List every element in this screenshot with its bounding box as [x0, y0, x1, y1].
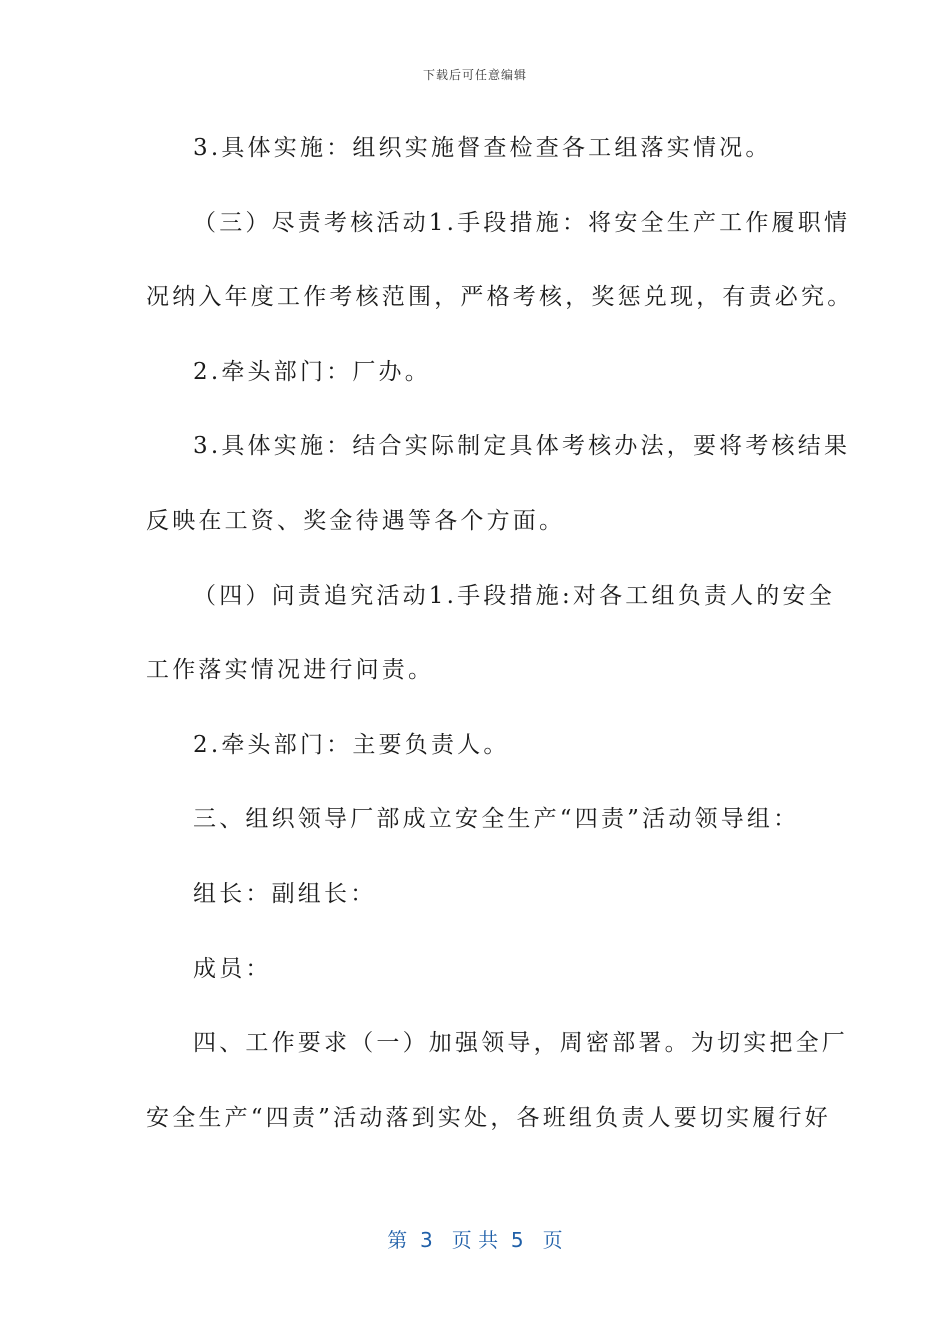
paragraph-line: 2.牵头部门：厂办。: [193, 358, 431, 385]
paragraph-line: 2.牵头部门：主要负责人。: [193, 731, 510, 758]
paragraph-line: 工作落实情况进行问责。: [146, 657, 435, 684]
paragraph-line: 反映在工资、奖金待遇等各个方面。: [146, 507, 566, 534]
paragraph-line: （三）尽责考核活动1.手段措施：将安全生产工作履职情: [193, 209, 851, 236]
page-header-note: 下载后可任意编辑: [422, 68, 527, 82]
paragraph-line: 3.具体实施：结合实际制定具体考核办法，要将考核结果: [193, 433, 851, 460]
section-heading-line: 四、工作要求（一）加强领导，周密部署。为切实把全厂: [193, 1030, 848, 1057]
paragraph-line: 况纳入年度工作考核范围，严格考核，奖惩兑现，有责必究。: [146, 284, 854, 311]
paragraph-line: 安全生产“四责”活动落到实处，各班组负责人要切实履行好: [146, 1104, 831, 1131]
paragraph-line: 成员：: [193, 955, 272, 982]
document-body: [146, 124, 854, 1168]
paragraph-line: 3.具体实施：组织实施督查检查各工组落实情况。: [193, 135, 772, 161]
paragraph-line: 组长：副组长：: [193, 880, 377, 907]
section-heading-line: 三、组织领导厂部成立安全生产“四责”活动领导组：: [193, 806, 800, 833]
page-number-footer: 第 3 页 共 5 页: [387, 1228, 563, 1252]
paragraph-line: （四）问责追究活动1.手段措施:对各工组负责人的安全: [193, 582, 835, 609]
